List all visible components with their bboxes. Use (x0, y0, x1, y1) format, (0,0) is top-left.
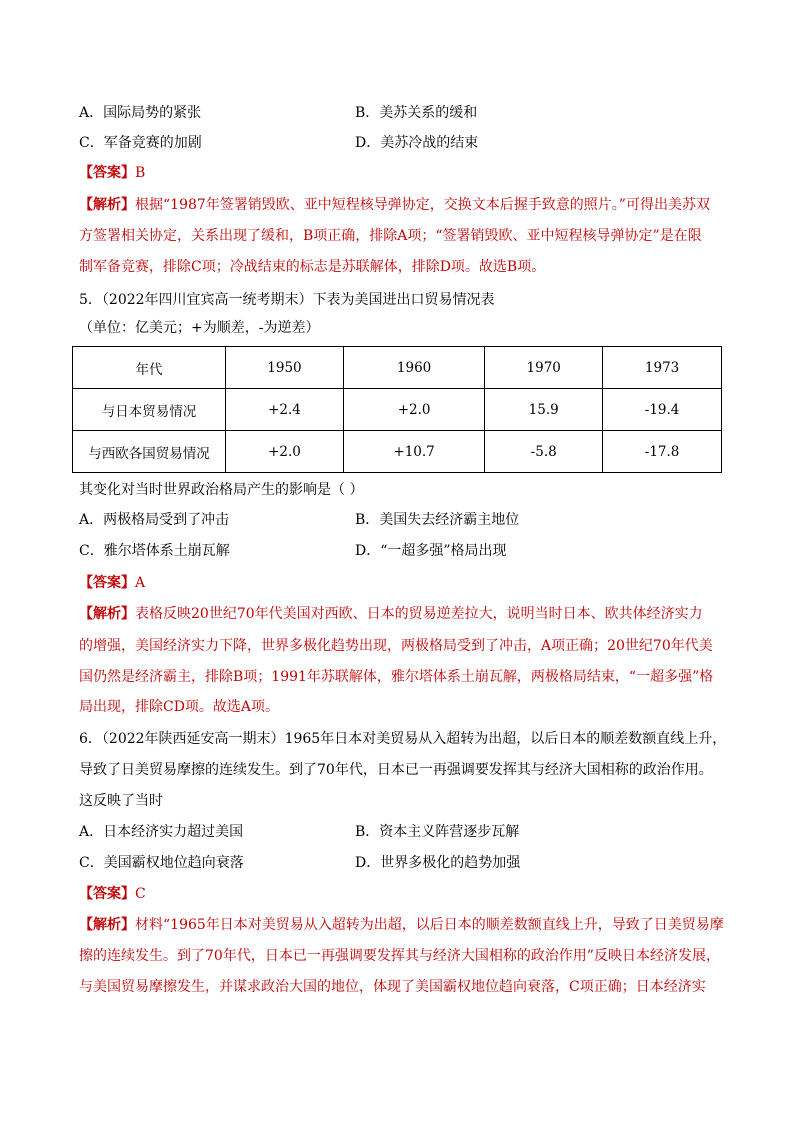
table-header-year: 1970 (485, 347, 603, 389)
q6-answer (79, 884, 146, 904)
answer-value: A (135, 575, 146, 591)
q6-stem-line-1 (79, 729, 726, 749)
table-header-label: 年代 (73, 347, 226, 389)
q6-analysis-line-2: 擦的连续发生。到了70年代，日本已一再强调要发挥其与经济大国相称的政治作用”反映日本经济发展， (79, 948, 720, 964)
table-row (73, 431, 722, 473)
q4-analysis-line-2: 方签署相关协定，关系出现了缓和，B项正确，排除A项；“签署销毁欧、亚中短程核导弹协定”是在限 (79, 228, 702, 244)
answer-value: C (135, 886, 146, 902)
answer-value: B (135, 165, 146, 181)
analysis-tag: 【解析】 (79, 197, 135, 213)
q6-analysis-line-3: 与美国贸易摩擦发生，并谋求政治大国的地位，体现了美国霸权地位趋向衰落，C项正确；日本经济实 (79, 979, 706, 995)
row-label: 与西欧各国贸易情况 (73, 431, 226, 473)
table-cell: +2.4 (226, 389, 344, 431)
analysis-text: 根据“1987年签署销毁欧、亚中短程核导弹协定，交换文本后握手致意的照片。”可得出美苏双 (135, 197, 710, 213)
trade-table (72, 346, 722, 473)
q4-option-c: C．军备竞赛的加剧 (79, 135, 202, 151)
q6-analysis-line-1 (79, 915, 724, 935)
question-stem: 1965年日本对美贸易从入超转为出超，以后日本的顺差数额直线上升， (284, 731, 727, 747)
q5-unit-note: （单位：亿美元；+为顺差，-为逆差） (79, 320, 320, 336)
q5-analysis-line-1 (79, 604, 703, 624)
table-row (73, 389, 722, 431)
q5-stem (79, 290, 495, 310)
table-cell: +10.7 (343, 431, 484, 473)
answer-tag: 【答案】 (79, 575, 135, 591)
table-cell: +2.0 (343, 389, 484, 431)
table-header-year: 1950 (226, 347, 344, 389)
table-cell: -17.8 (603, 431, 722, 473)
analysis-text: 表格反映20世纪70年代美国对西欧、日本的贸易逆差拉大，说明当时日本、欧共体经济实力 (135, 606, 703, 622)
analysis-tag: 【解析】 (79, 917, 135, 933)
q5-analysis-line-3: 国仍然是经济霸主，排除B项；1991年苏联解体，雅尔塔体系土崩瓦解，两极格局结束，“一超多强”格 (79, 669, 714, 685)
answer-tag: 【答案】 (79, 165, 135, 181)
question-number: 5． (79, 292, 102, 308)
q4-option-b: B．美苏关系的缓和 (355, 105, 478, 121)
q6-option-d: D．世界多极化的趋势加强 (355, 855, 521, 871)
q4-answer (79, 163, 145, 183)
table-header-row (73, 347, 722, 389)
q4-analysis-line-3: 制军备竞赛，排除C项；冷战结束的标志是苏联解体，排除D项。故选B项。 (79, 259, 546, 275)
table-header-year: 1973 (603, 347, 722, 389)
q6-stem-line-2: 导致了日美贸易摩擦的连续发生。到了70年代，日本已一再强调要发挥其与经济大国相称的政治作用。 (79, 762, 713, 778)
question-source: （2022年陕西延安高一期末） (101, 731, 285, 747)
table-header-year: 1960 (343, 347, 484, 389)
answer-tag: 【答案】 (79, 886, 135, 902)
q6-option-c: C．美国霸权地位趋向衰落 (79, 855, 244, 871)
analysis-tag: 【解析】 (79, 606, 135, 622)
q6-option-b: B．资本主义阵营逐步瓦解 (355, 824, 520, 840)
q5-option-d: D．“一超多强”格局出现 (355, 543, 507, 559)
q5-question: 其变化对当时世界政治格局产生的影响是（ ） (79, 482, 364, 498)
q5-analysis-line-2: 的增强，美国经济实力下降，世界多极化趋势出现，两极格局受到了冲击，A项正确；20世纪70年代美 (79, 638, 713, 654)
row-label: 与日本贸易情况 (73, 389, 226, 431)
q5-option-a: A．两极格局受到了冲击 (79, 512, 230, 528)
table-cell: +2.0 (226, 431, 344, 473)
q6-stem-line-3: 这反映了当时 (79, 793, 163, 809)
q5-analysis-line-4: 局出现，排除CD项。故选A项。 (79, 699, 280, 715)
q6-option-a: A．日本经济实力超过美国 (79, 824, 244, 840)
q4-option-d: D．美苏冷战的结束 (355, 135, 479, 151)
q4-analysis-line-1 (79, 195, 710, 215)
question-stem: 下表为美国进出口贸易情况表 (312, 292, 495, 308)
q5-answer (79, 573, 145, 593)
q5-option-c: C．雅尔塔体系土崩瓦解 (79, 543, 230, 559)
analysis-text: 材料“1965年日本对美贸易从入超转为出超，以后日本的顺差数额直线上升，导致了日美贸易摩 (135, 917, 724, 933)
question-number: 6． (79, 731, 102, 747)
q4-option-a: A．国际局势的紧张 (79, 105, 202, 121)
question-source: （2022年四川宜宾高一统考期末） (101, 292, 313, 308)
table-cell: -5.8 (485, 431, 603, 473)
table-cell: -19.4 (603, 389, 722, 431)
table-cell: 15.9 (485, 389, 603, 431)
q5-option-b: B．美国失去经济霸主地位 (355, 512, 520, 528)
